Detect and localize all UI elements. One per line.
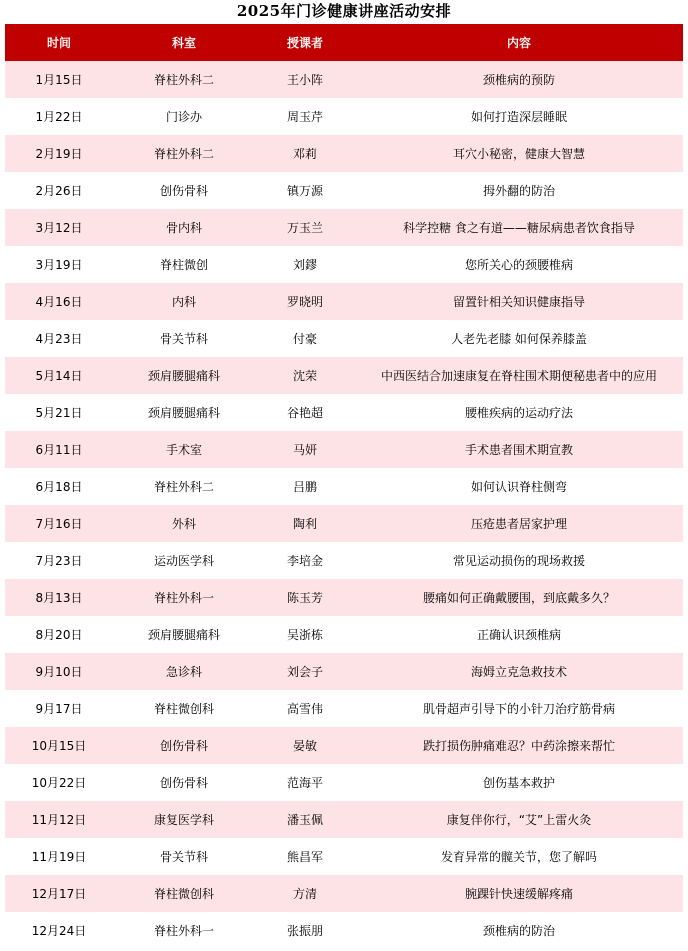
table-row <box>5 468 683 505</box>
table-row <box>5 616 683 653</box>
cell-department: 脊柱微创科 <box>113 875 255 912</box>
table-row <box>5 172 683 209</box>
cell-department: 运动医学科 <box>113 542 255 579</box>
cell-topic: 常见运动损伤的现场救援 <box>355 542 683 579</box>
cell-date: 10月22日 <box>5 764 113 801</box>
cell-department: 内科 <box>113 283 255 320</box>
table-row <box>5 283 683 320</box>
cell-topic: 正确认识颈椎病 <box>355 616 683 653</box>
cell-lecturer: 马妍 <box>255 431 355 468</box>
cell-department: 颈肩腰腿痛科 <box>113 394 255 431</box>
cell-lecturer: 晏敏 <box>255 727 355 764</box>
cell-date: 12月17日 <box>5 875 113 912</box>
cell-date: 6月11日 <box>5 431 113 468</box>
cell-date: 2月19日 <box>5 135 113 172</box>
table-row <box>5 357 683 394</box>
schedule-table <box>5 24 683 949</box>
cell-topic: 压疮患者居家护理 <box>355 505 683 542</box>
cell-department: 急诊科 <box>113 653 255 690</box>
table-body <box>5 61 683 949</box>
table-row <box>5 431 683 468</box>
cell-topic: 科学控糖 食之有道——糖尿病患者饮食指导 <box>355 209 683 246</box>
cell-topic: 颈椎病的预防 <box>355 61 683 98</box>
cell-department: 外科 <box>113 505 255 542</box>
cell-topic: 留置针相关知识健康指导 <box>355 283 683 320</box>
cell-department: 骨内科 <box>113 209 255 246</box>
cell-department: 脊柱外科一 <box>113 912 255 949</box>
table-row <box>5 653 683 690</box>
table-row <box>5 394 683 431</box>
cell-topic: 海姆立克急救技术 <box>355 653 683 690</box>
cell-date: 11月19日 <box>5 838 113 875</box>
cell-department: 创伤骨科 <box>113 172 255 209</box>
cell-department: 创伤骨科 <box>113 764 255 801</box>
cell-lecturer: 万玉兰 <box>255 209 355 246</box>
table-row <box>5 61 683 98</box>
cell-department: 颈肩腰腿痛科 <box>113 357 255 394</box>
header-lecturer: 授课者 <box>255 24 355 61</box>
cell-lecturer: 镇万源 <box>255 172 355 209</box>
cell-date: 1月15日 <box>5 61 113 98</box>
table-row <box>5 579 683 616</box>
cell-date: 12月24日 <box>5 912 113 949</box>
table-row <box>5 246 683 283</box>
cell-date: 5月14日 <box>5 357 113 394</box>
header-date: 时间 <box>5 24 113 61</box>
table-row <box>5 542 683 579</box>
header-department: 科室 <box>113 24 255 61</box>
table-row <box>5 209 683 246</box>
cell-topic: 肌骨超声引导下的小针刀治疗筋骨病 <box>355 690 683 727</box>
cell-topic: 如何认识脊柱侧弯 <box>355 468 683 505</box>
cell-topic: 腰痛如何正确戴腰围，到底戴多久？ <box>355 579 683 616</box>
cell-date: 7月23日 <box>5 542 113 579</box>
cell-date: 4月23日 <box>5 320 113 357</box>
cell-topic: 腰椎疾病的运动疗法 <box>355 394 683 431</box>
cell-date: 6月18日 <box>5 468 113 505</box>
cell-lecturer: 陈玉芳 <box>255 579 355 616</box>
table-row <box>5 320 683 357</box>
cell-topic: 创伤基本救护 <box>355 764 683 801</box>
cell-department: 脊柱微创 <box>113 246 255 283</box>
cell-date: 8月20日 <box>5 616 113 653</box>
cell-topic: 跌打损伤肿痛难忍？中药涂擦来帮忙 <box>355 727 683 764</box>
cell-department: 创伤骨科 <box>113 727 255 764</box>
header-topic: 内容 <box>355 24 683 61</box>
cell-department: 脊柱外科一 <box>113 579 255 616</box>
cell-department: 脊柱外科二 <box>113 61 255 98</box>
cell-date: 5月21日 <box>5 394 113 431</box>
cell-lecturer: 李培金 <box>255 542 355 579</box>
cell-topic: 耳穴小秘密，健康大智慧 <box>355 135 683 172</box>
cell-lecturer: 吕鹏 <box>255 468 355 505</box>
table-header-row <box>5 24 683 61</box>
cell-topic: 拇外翻的防治 <box>355 172 683 209</box>
cell-topic: 腕踝针快速缓解疼痛 <box>355 875 683 912</box>
table-row <box>5 727 683 764</box>
table-row <box>5 505 683 542</box>
cell-department: 脊柱微创科 <box>113 690 255 727</box>
cell-topic: 人老先老膝 如何保养膝盖 <box>355 320 683 357</box>
cell-lecturer: 刘鏐 <box>255 246 355 283</box>
cell-date: 9月10日 <box>5 653 113 690</box>
table-row <box>5 690 683 727</box>
cell-date: 2月26日 <box>5 172 113 209</box>
table-row <box>5 838 683 875</box>
cell-lecturer: 付豪 <box>255 320 355 357</box>
cell-department: 脊柱外科二 <box>113 135 255 172</box>
cell-department: 骨关节科 <box>113 320 255 357</box>
cell-topic: 颈椎病的防治 <box>355 912 683 949</box>
cell-lecturer: 吴浙栋 <box>255 616 355 653</box>
cell-date: 7月16日 <box>5 505 113 542</box>
cell-date: 3月12日 <box>5 209 113 246</box>
cell-date: 4月16日 <box>5 283 113 320</box>
cell-department: 骨关节科 <box>113 838 255 875</box>
cell-topic: 手术患者围术期宣教 <box>355 431 683 468</box>
cell-lecturer: 王小阵 <box>255 61 355 98</box>
table-row <box>5 135 683 172</box>
cell-department: 门诊办 <box>113 98 255 135</box>
table-row <box>5 98 683 135</box>
cell-lecturer: 高雪伟 <box>255 690 355 727</box>
table-row <box>5 875 683 912</box>
cell-department: 颈肩腰腿痛科 <box>113 616 255 653</box>
schedule-table-container <box>5 24 683 949</box>
table-row <box>5 801 683 838</box>
table-row <box>5 912 683 949</box>
table-row <box>5 764 683 801</box>
cell-topic: 中西医结合加速康复在脊柱围术期便秘患者中的应用 <box>355 357 683 394</box>
cell-lecturer: 张振朋 <box>255 912 355 949</box>
cell-department: 脊柱外科二 <box>113 468 255 505</box>
page-title: 2025年门诊健康讲座活动安排 <box>236 2 452 20</box>
cell-department: 康复医学科 <box>113 801 255 838</box>
cell-topic: 发育异常的髋关节，您了解吗 <box>355 838 683 875</box>
cell-date: 1月22日 <box>5 98 113 135</box>
cell-lecturer: 潘玉佩 <box>255 801 355 838</box>
cell-lecturer: 刘会子 <box>255 653 355 690</box>
cell-lecturer: 周玉芹 <box>255 98 355 135</box>
cell-department: 手术室 <box>113 431 255 468</box>
cell-date: 3月19日 <box>5 246 113 283</box>
cell-lecturer: 谷艳超 <box>255 394 355 431</box>
cell-lecturer: 范海平 <box>255 764 355 801</box>
cell-date: 9月17日 <box>5 690 113 727</box>
cell-topic: 如何打造深层睡眠 <box>355 98 683 135</box>
cell-lecturer: 邓莉 <box>255 135 355 172</box>
cell-lecturer: 熊昌军 <box>255 838 355 875</box>
cell-date: 8月13日 <box>5 579 113 616</box>
cell-date: 11月12日 <box>5 801 113 838</box>
cell-topic: 康复伴你行，“艾”上雷火灸 <box>355 801 683 838</box>
cell-lecturer: 陶利 <box>255 505 355 542</box>
cell-lecturer: 方清 <box>255 875 355 912</box>
cell-lecturer: 沈荣 <box>255 357 355 394</box>
cell-topic: 您所关心的颈腰椎病 <box>355 246 683 283</box>
cell-lecturer: 罗晓明 <box>255 283 355 320</box>
cell-date: 10月15日 <box>5 727 113 764</box>
